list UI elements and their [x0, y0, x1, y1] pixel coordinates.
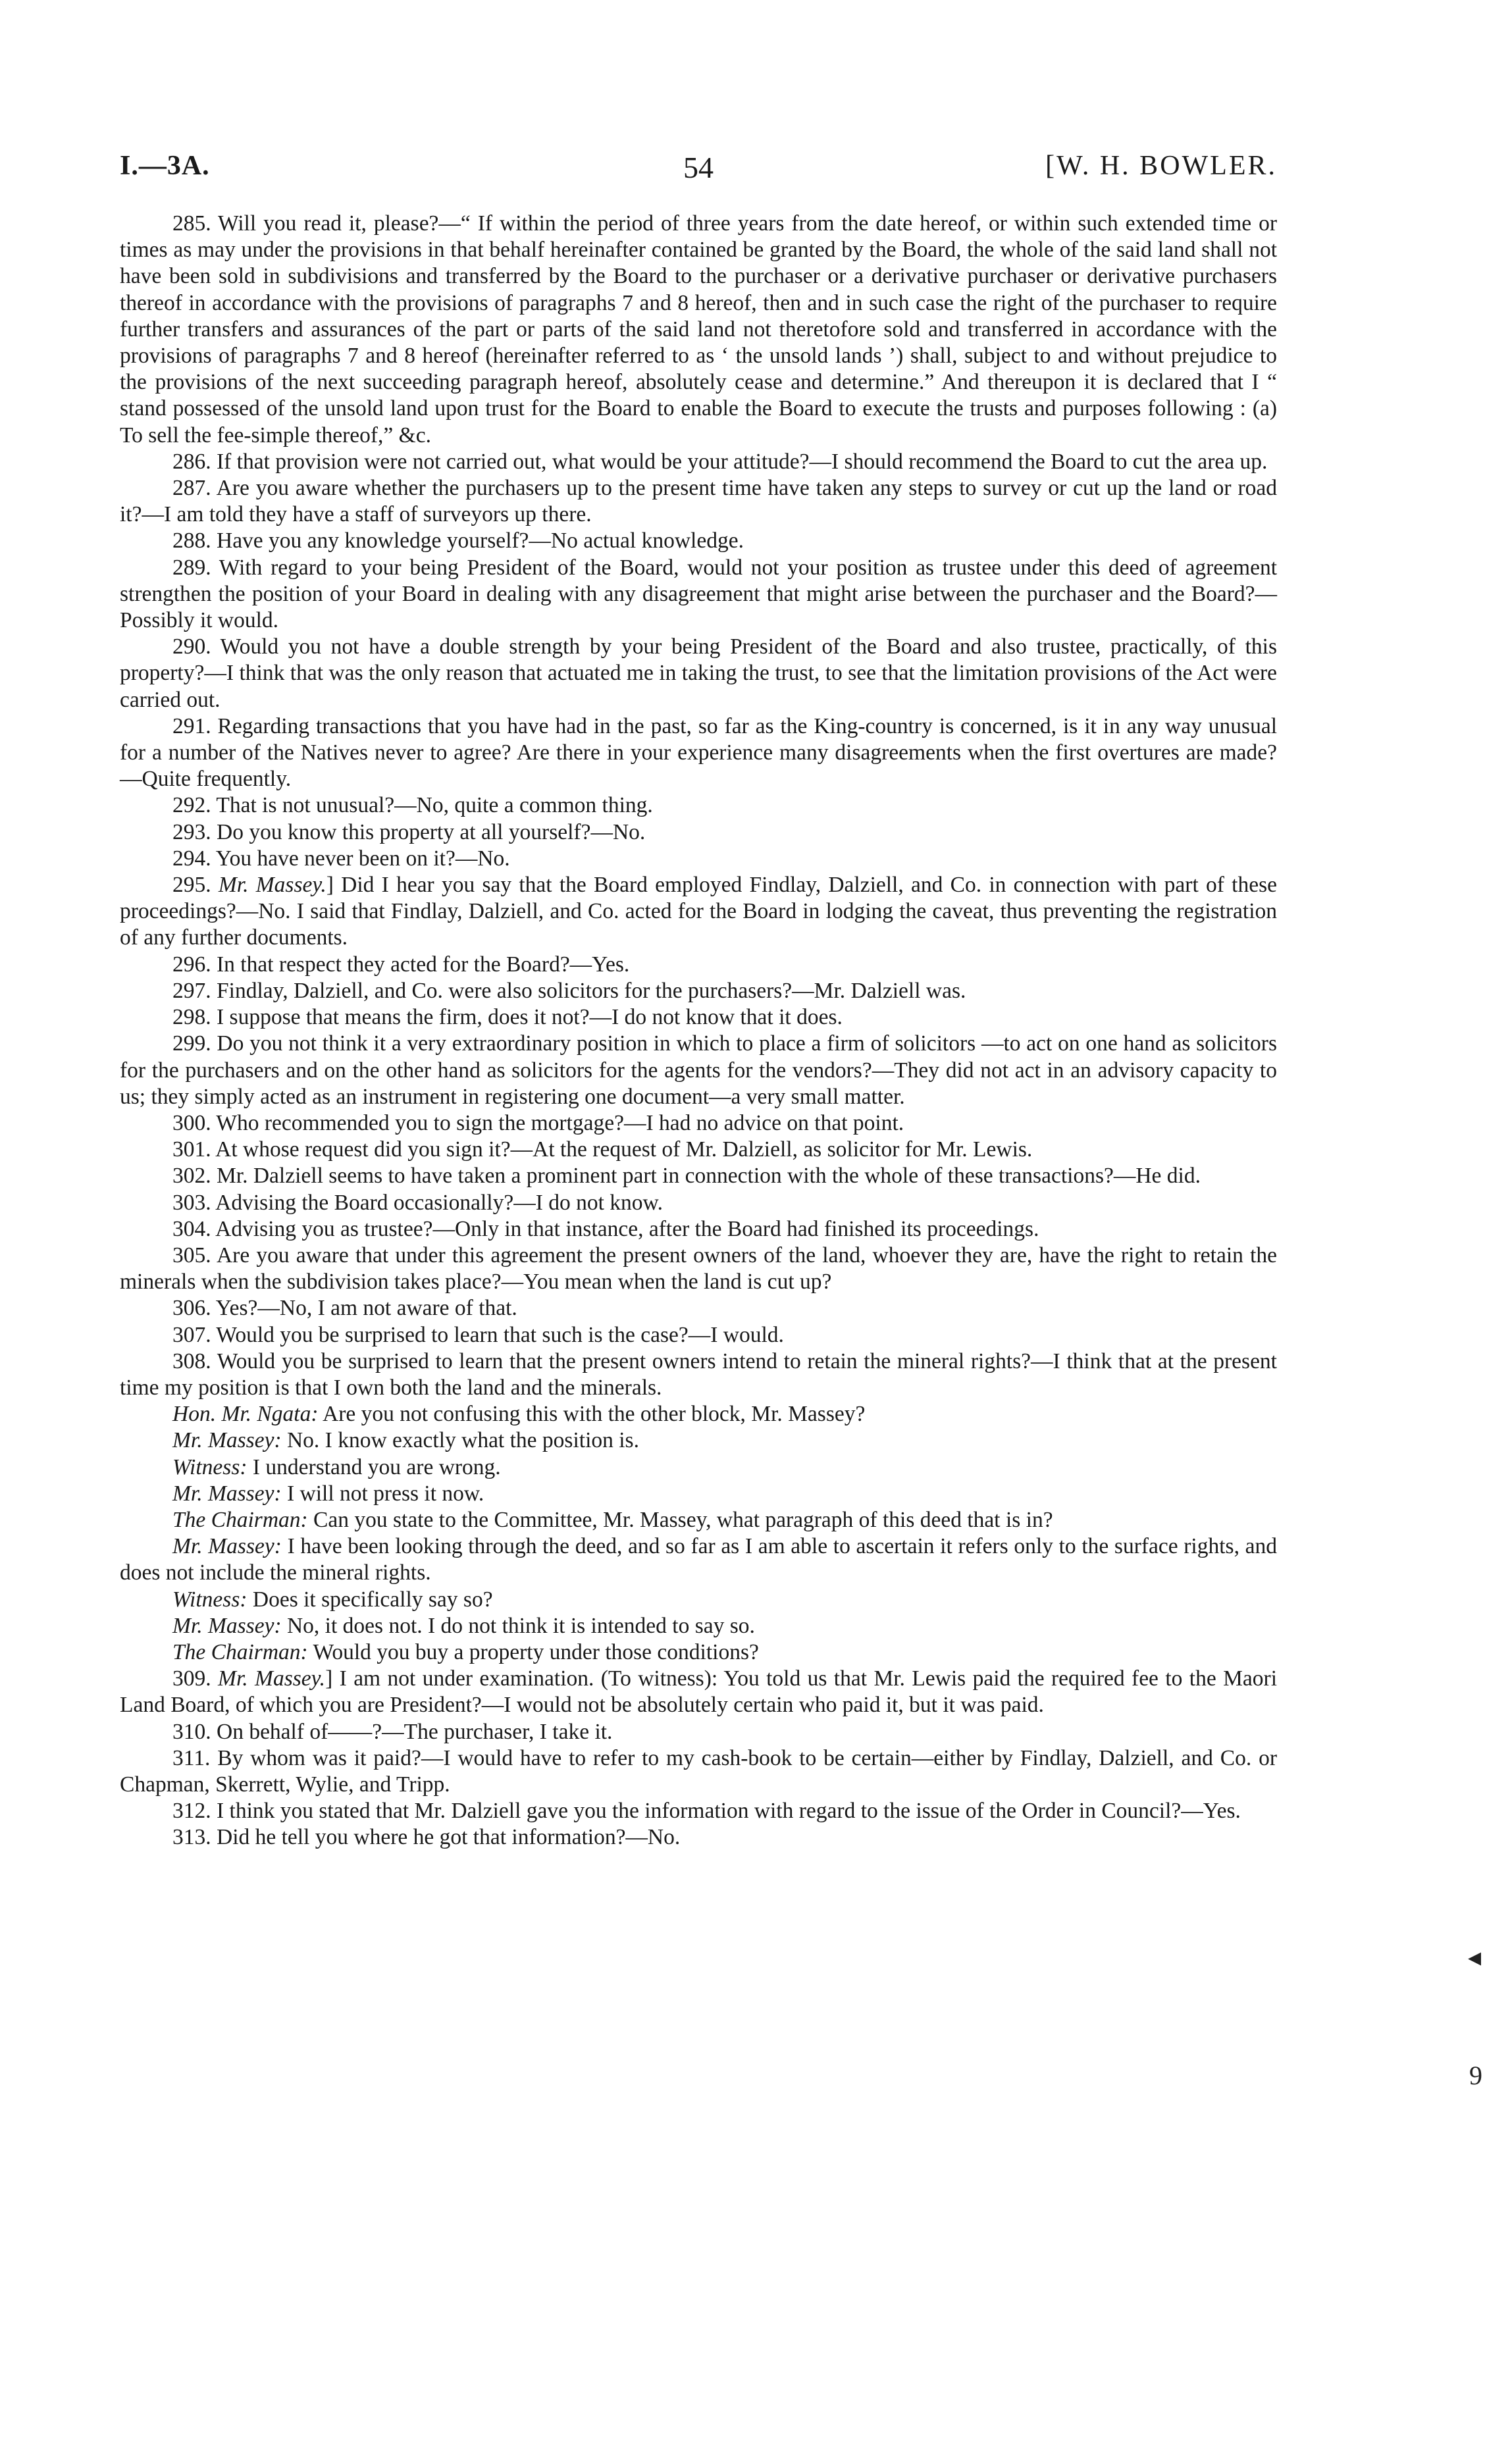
- speaker-label: Witness:: [172, 1454, 248, 1479]
- paragraph-text: 310. On behalf of——?—The purchaser, I take it.: [172, 1719, 613, 1744]
- paragraph-text: Are you not confusing this with the other block, Mr. Massey?: [318, 1402, 866, 1427]
- page-number: 54: [683, 151, 714, 184]
- transcript-paragraph: [120, 1137, 1277, 1163]
- transcript-paragraph: [120, 211, 1277, 449]
- transcript-paragraph: [120, 1507, 1277, 1533]
- transcript-paragraph: [120, 1243, 1277, 1295]
- paragraph-text: 302. Mr. Dalziell seems to have taken a prominent part in connection with the whole of these transactions?—He did.: [172, 1164, 1201, 1189]
- transcript-paragraph: [120, 634, 1277, 713]
- paragraph-text: No, it does not. I do not think it is intended to say so.: [281, 1613, 755, 1638]
- speaker-label: Mr. Massey:: [172, 1534, 282, 1559]
- speaker-label: The Chairman:: [172, 1639, 308, 1664]
- transcript-paragraph: [120, 1719, 1277, 1745]
- paragraph-text: 305. Are you aware that under this agreement the present owners of the land, whoever they are, have the right to retain the minerals when the subdivision takes place?—You mean when the land is cut up?: [120, 1243, 1277, 1295]
- paragraph-text: 299. Do you not think it a very extraordinary position in which to place a firm of solicitors —to act on one hand as solicitors for the purchasers and on the other hand as solicitors for the agents for the vendors?—They did not act in an advisory capacity to us; they simply acted as an instrument in registering one document—a very small matter.: [120, 1031, 1277, 1109]
- transcript-paragraph: [120, 1163, 1277, 1189]
- paragraph-text: 301. At whose request did you sign it?—At the request of Mr. Dalziell, as solicitor for Mr. Lewis.: [172, 1137, 1033, 1162]
- paragraph-text: 288. Have you any knowledge yourself?—No actual knowledge.: [172, 528, 744, 553]
- transcript-paragraph: [120, 1295, 1277, 1322]
- speaker-label: Mr. Massey:: [172, 1481, 282, 1506]
- transcript-paragraph: [120, 528, 1277, 554]
- transcript-paragraph: [120, 1031, 1277, 1110]
- speaker-label: Witness:: [172, 1587, 248, 1612]
- transcript-paragraph: [120, 872, 1277, 952]
- paper-reference: I.—3A.: [120, 151, 210, 181]
- transcript-paragraph: [120, 1401, 1277, 1427]
- speaker-label: 295. Mr. Massey.]: [172, 873, 334, 898]
- paragraph-text: 294. You have never been on it?—No.: [172, 846, 510, 871]
- paragraph-text: 292. That is not unusual?—No, quite a common thing.: [172, 793, 653, 818]
- paragraph-text: 313. Did he tell you where he got that information?—No.: [172, 1825, 681, 1850]
- paragraph-text: 285. Will you read it, please?—“ If within the period of three years from the date hereof, or within such extended time or times as may under the provisions in that behalf hereinafter contained be granted by the Board, the whole of the said land shall not have been sold in subdivisions and transferred by the Board to the purchaser or a derivative purchaser or derivative purchasers thereof in accordance with the provisions of paragraphs 7 and 8 hereof, then and in such case the right of the purchaser to require further transfers and assurances of the part or parts of the said land not theretofore sold and transferred in accordance with the provisions of paragraphs 7 and 8 hereof (hereinafter referred to as ‘ the unsold lands ’) shall, subject to and without prejudice to the provisions of the next succeeding paragraph hereof, absolutely cease and determine.” And thereupon it is declared that I “ stand possessed of the unsold land upon trust for the Board to enable the Board to execute the trusts and purposes following : (a) To sell the fee-simple thereof,” &c.: [120, 211, 1277, 448]
- transcript-paragraph: [120, 1666, 1277, 1718]
- transcript-paragraph: [120, 555, 1277, 634]
- paragraph-text: Does it specifically say so?: [247, 1587, 493, 1612]
- transcript-paragraph: [120, 1216, 1277, 1243]
- paragraph-text: 312. I think you stated that Mr. Dalziell gave you the information with regard to the issue of the Order in Council?—Yes.: [172, 1799, 1241, 1824]
- transcript-paragraph: [120, 1004, 1277, 1031]
- margin-mark: ◂: [1468, 1942, 1482, 1972]
- transcript-paragraph: [120, 978, 1277, 1004]
- paragraph-text: 306. Yes?—No, I am not aware of that.: [172, 1296, 517, 1321]
- paragraph-text: 300. Who recommended you to sign the mortgage?—I had no advice on that point.: [172, 1110, 904, 1135]
- paragraph-text: 304. Advising you as trustee?—Only in that instance, after the Board had finished its proceedings.: [172, 1216, 1039, 1241]
- transcript-paragraph: [120, 952, 1277, 978]
- paragraph-text: 311. By whom was it paid?—I would have to refer to my cash-book to be certain—either by Findlay, Dalziell, and Co. or Chapman, Skerrett, Wylie, and Tripp.: [120, 1745, 1277, 1797]
- document-body: [120, 211, 1277, 1851]
- transcript-paragraph: [120, 1481, 1277, 1507]
- paragraph-text: I understand you are wrong.: [247, 1454, 501, 1479]
- speaker-label: 309. Mr. Massey.]: [172, 1666, 333, 1691]
- transcript-paragraph: [120, 1322, 1277, 1348]
- transcript-paragraph: [120, 1613, 1277, 1639]
- paragraph-text: I have been looking through the deed, and so far as I am able to ascertain it refers only to the surface rights, and does not include the mineral rights.: [120, 1534, 1277, 1585]
- speaker-label: Hon. Mr. Ngata:: [172, 1402, 319, 1427]
- paragraph-text: No. I know exactly what the position is.: [281, 1428, 639, 1453]
- transcript-paragraph: [120, 1533, 1277, 1586]
- transcript-paragraph: [120, 1427, 1277, 1454]
- transcript-paragraph: [120, 819, 1277, 846]
- paragraph-text: Can you state to the Committee, Mr. Massey, what paragraph of this deed that is in?: [307, 1507, 1053, 1532]
- paragraph-text: 290. Would you not have a double strength by your being President of the Board and also trustee, practically, of this property?—I think that was the only reason that actuated me in taking the trust, to see that the limitation provisions of the Act were carried out.: [120, 634, 1277, 712]
- paragraph-text: 307. Would you be surprised to learn that such is the case?—I would.: [172, 1322, 784, 1347]
- paragraph-text: 308. Would you be surprised to learn that the present owners intend to retain the mineral rights?—I think that at the present time my position is that I own both the land and the minerals.: [120, 1348, 1277, 1400]
- transcript-paragraph: [120, 1798, 1277, 1824]
- paragraph-text: I am not under examination. (To witness): You told us that Mr. Lewis paid the required fee to the Maori Land Board, of which you are President?—I would not be absolutely certain who paid it, but it was paid.: [120, 1666, 1278, 1718]
- paragraph-text: 289. With regard to your being President of the Board, would not your position as trustee under this deed of agreement strengthen the position of your Board in dealing with any disagreement that might arise between the purchaser and the Board?—Possibly it would.: [120, 555, 1277, 633]
- transcript-paragraph: [120, 1190, 1277, 1216]
- witness-name: [W. H. BOWLER.: [1045, 151, 1277, 181]
- paragraph-text: 286. If that provision were not carried out, what would be your attitude?—I should recommend the Board to cut the area up.: [172, 449, 1268, 474]
- transcript-paragraph: [120, 1454, 1277, 1481]
- page-header: [120, 150, 1277, 190]
- transcript-paragraph: [120, 792, 1277, 819]
- paragraph-text: 287. Are you aware whether the purchasers up to the present time have taken any steps to survey or cut up the land or road it?—I am told they have a staff of surveyors up there.: [120, 476, 1277, 527]
- transcript-paragraph: [120, 1824, 1277, 1851]
- paragraph-text: I will not press it now.: [281, 1481, 484, 1506]
- transcript-paragraph: [120, 713, 1277, 793]
- transcript-paragraph: [120, 1348, 1277, 1401]
- transcript-paragraph: [120, 475, 1277, 528]
- paragraph-text: Would you buy a property under those conditions?: [307, 1639, 759, 1664]
- transcript-paragraph: [120, 1110, 1277, 1137]
- transcript-paragraph: [120, 449, 1277, 475]
- speaker-label: Mr. Massey:: [172, 1428, 282, 1453]
- paragraph-text: 297. Findlay, Dalziell, and Co. were also solicitors for the purchasers?—Mr. Dalziell was.: [172, 978, 966, 1003]
- paragraph-text: 296. In that respect they acted for the Board?—Yes.: [172, 952, 630, 977]
- paragraph-text: 291. Regarding transactions that you have had in the past, so far as the King-country is concerned, is it in any way unusual for a number of the Natives never to agree? Are there in your experience many disagreements when the first overtures are made?—Quite frequently.: [120, 713, 1277, 792]
- transcript-paragraph: [120, 1639, 1277, 1666]
- speaker-label: Mr. Massey:: [172, 1613, 282, 1638]
- paragraph-text: 303. Advising the Board occasionally?—I do not know.: [172, 1190, 663, 1215]
- transcript-paragraph: [120, 1745, 1277, 1798]
- speaker-label: The Chairman:: [172, 1507, 308, 1532]
- paragraph-text: 293. Do you know this property at all yourself?—No.: [172, 819, 646, 844]
- transcript-paragraph: [120, 1587, 1277, 1613]
- paragraph-text: 298. I suppose that means the firm, does it not?—I do not know that it does.: [172, 1005, 843, 1030]
- paragraph-text: Did I hear you say that the Board employed Findlay, Dalziell, and Co. in connection with part of these proceedings?—No. I said that Findlay, Dalziell, and Co. acted for the Board in lodging the caveat, thus preventing the registration of any further documents.: [120, 873, 1277, 950]
- transcript-paragraph: [120, 846, 1277, 872]
- margin-mark: 9: [1469, 2061, 1482, 2090]
